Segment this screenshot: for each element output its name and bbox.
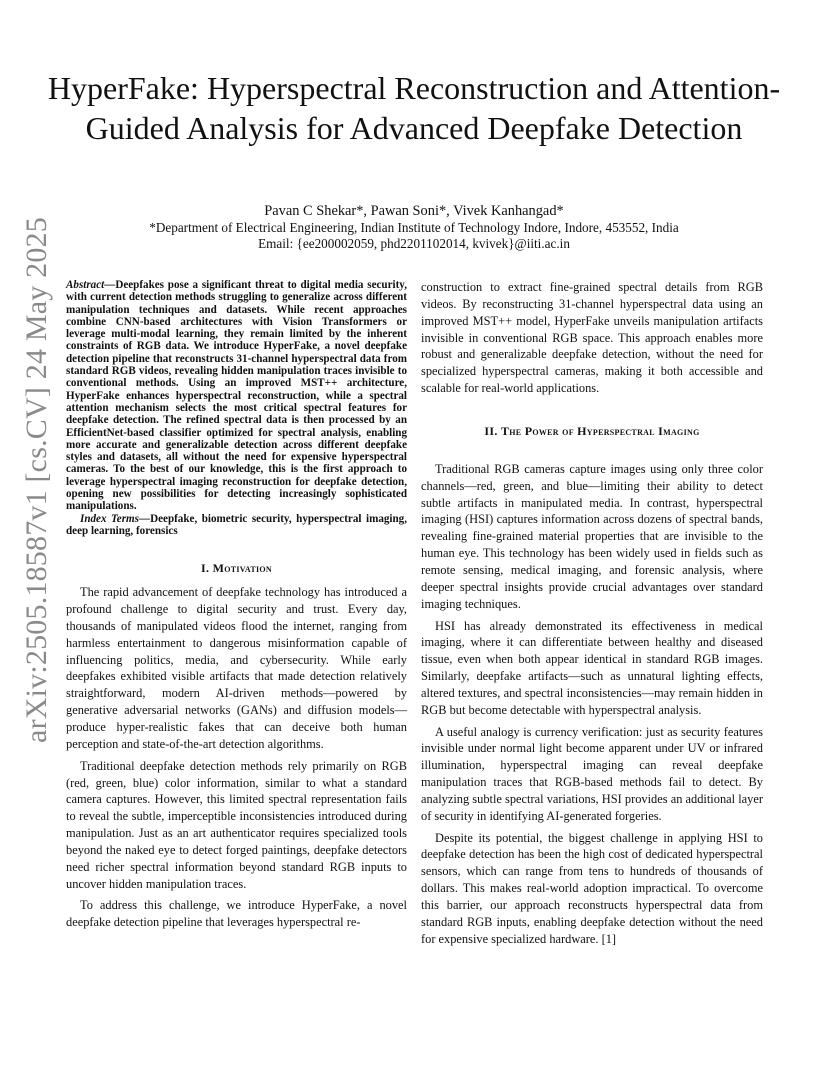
paragraph: Traditional deepfake detection methods rely primarily on RGB (red, green, blue) color information, similar to what a standard camera captures. However, this limited spectral representation fails to reveal the subtle, imperceptible inconsistencies introduced during manipulation. Just as an art authenticator requires specialized tools beyond the naked eye to detect forged paintings, deepfake detectors need richer spectral information beyond standard RGB inputs to uncover hidden manipulation traces. — [66, 758, 407, 891]
index-terms — [66, 513, 407, 538]
abstract — [66, 279, 407, 513]
index-terms-text: Deepfake, biometric security, hyperspectral imaging, deep learning, forensics — [66, 512, 407, 537]
section-title: The Power of Hyperspectral Imaging — [500, 423, 700, 438]
paragraph: Traditional RGB cameras capture images using only three color channels—red, green, and blue—limiting their ability to detect subtle artifacts in manipulated media. In contrast, hyperspectral imaging (HSI) captures information across dozens of spectral bands, revealing fine-grained material properties that are invisible to the human eye. This technology has been widely used in fields such as remote sensing, medical imaging, and forensic analysis, where deeper spectral insights provide crucial advantages over standard imaging techniques. — [421, 461, 763, 611]
authors: Pavan C Shekar*, Pawan Soni*, Vivek Kanhangad* — [264, 203, 564, 219]
abstract-lead: Abstract— — [66, 279, 116, 291]
left-column — [66, 279, 407, 936]
paragraph: The rapid advancement of deepfake technology has introduced a profound challenge to digital security and trust. Every day, thousands of manipulated videos flood the internet, ranging from harmless entertainment to dangerous misinformation capable of influencing politics, media, and cybersecurity. While early deepfakes exhibited visible artifacts that made detection relatively straightforward, modern AI-driven methods—powered by generative adversarial networks (GANs) and diffusion models—produce hyper-realistic fakes that can deceive both human perception and state-of-the-art detection algorithms. — [66, 585, 407, 751]
paper-title: HyperFake: Hyperspectral Reconstruction and Attention-Guided Analysis for Advanced Deepfake Detection — [47, 70, 781, 146]
right-column — [421, 279, 763, 953]
index-terms-lead: Index Terms— — [80, 512, 151, 525]
paragraph: To address this challenge, we introduce HyperFake, a novel deepfake detection pipeline that leverages hyperspectral re- — [66, 898, 407, 930]
section-heading-motivation — [66, 561, 407, 575]
paragraph: Despite its potential, the biggest challenge in applying HSI to deepfake detection has been the high cost of dedicated hyperspectral sensors, which can range from tens to hundreds of thousands of dollars. This makes real-world adoption impractical. To overcome this barrier, our approach reconstructs hyperspectral data from standard RGB inputs, enabling deepfake detection without the need for expensive specialized hardware. [1] — [421, 830, 763, 946]
paragraph: A useful analogy is currency verification: just as security features invisible under normal light become apparent under UV or infrared illumination, hyperspectral imaging can reveal deepfake manipulation traces that RGB-based methods fail to detect. By analyzing subtle spectral variations, HSI provides an additional layer of security in identifying AI-generated forgeries. — [421, 724, 763, 823]
paragraph-continuation: construction to extract fine-grained spectral details from RGB videos. By reconstructing 31-channel hyperspectral data using an improved MST++ model, HyperFake unveils manipulation artifacts invisible in conventional RGB space. This approach enables more robust and generalizable deepfake detection, without the need for specialized hyperspectral cameras, making it both accessible and scalable for real-world applications. — [421, 280, 763, 396]
section-number: I. — [201, 561, 210, 576]
affiliation: *Department of Electrical Engineering, Indian Institute of Technology Indore, Indore, 453552, India — [149, 220, 679, 235]
abstract-text: Deepfakes pose a significant threat to digital media security, with current detection methods struggling to generalize across different manipulation techniques and datasets. While recent approaches combine CNN-based architectures with Vision Transformers or leverage multi-modal learning, they remain limited by the inherent constraints of RGB data. We introduce HyperFake, a novel deepfake detection pipeline that reconstructs 31-channel hyperspectral data from standard RGB videos, revealing hidden manipulation traces invisible to conventional methods. Using an improved MST++ architecture, HyperFake enhances hyperspectral reconstruction, while a spectral attention mechanism selects the most critical spectral features for deepfake detection. The refined spectral data is then processed by an EfficientNet-based classifier optimized for spectral analysis, enabling more accurate and generalizable detection across different deepfake styles and datasets, all without the need for expensive hyperspectral cameras. To the best of our knowledge, this is the first approach to leverage hyperspectral imaging reconstruction for deepfake detection, opening new possibilities for detecting increasingly sophisticated manipulations. — [66, 279, 407, 513]
section-number: II. — [484, 423, 498, 438]
section-title: Motivation — [212, 561, 272, 576]
section-heading-hyperspectral — [421, 424, 763, 438]
arxiv-sidebar — [17, 217, 57, 743]
arxiv-identifier[interactable]: arXiv:2505.18587v1 [cs.CV] 24 May 2025 — [20, 217, 53, 743]
paragraph: HSI has already demonstrated its effectiveness in medical imaging, where it can differentiate between healthy and diseased tissue, even when both appear identical in standard RGB images. Similarly, deepfake artifacts—such as unnatural lighting effects, altered textures, and spectral inconsistencies—may remain hidden in RGB but become detectable with hyperspectral analysis. — [421, 618, 763, 717]
email-line: Email: {ee200002059, phd2201102014, kvivek}@iiti.ac.in — [258, 236, 570, 251]
